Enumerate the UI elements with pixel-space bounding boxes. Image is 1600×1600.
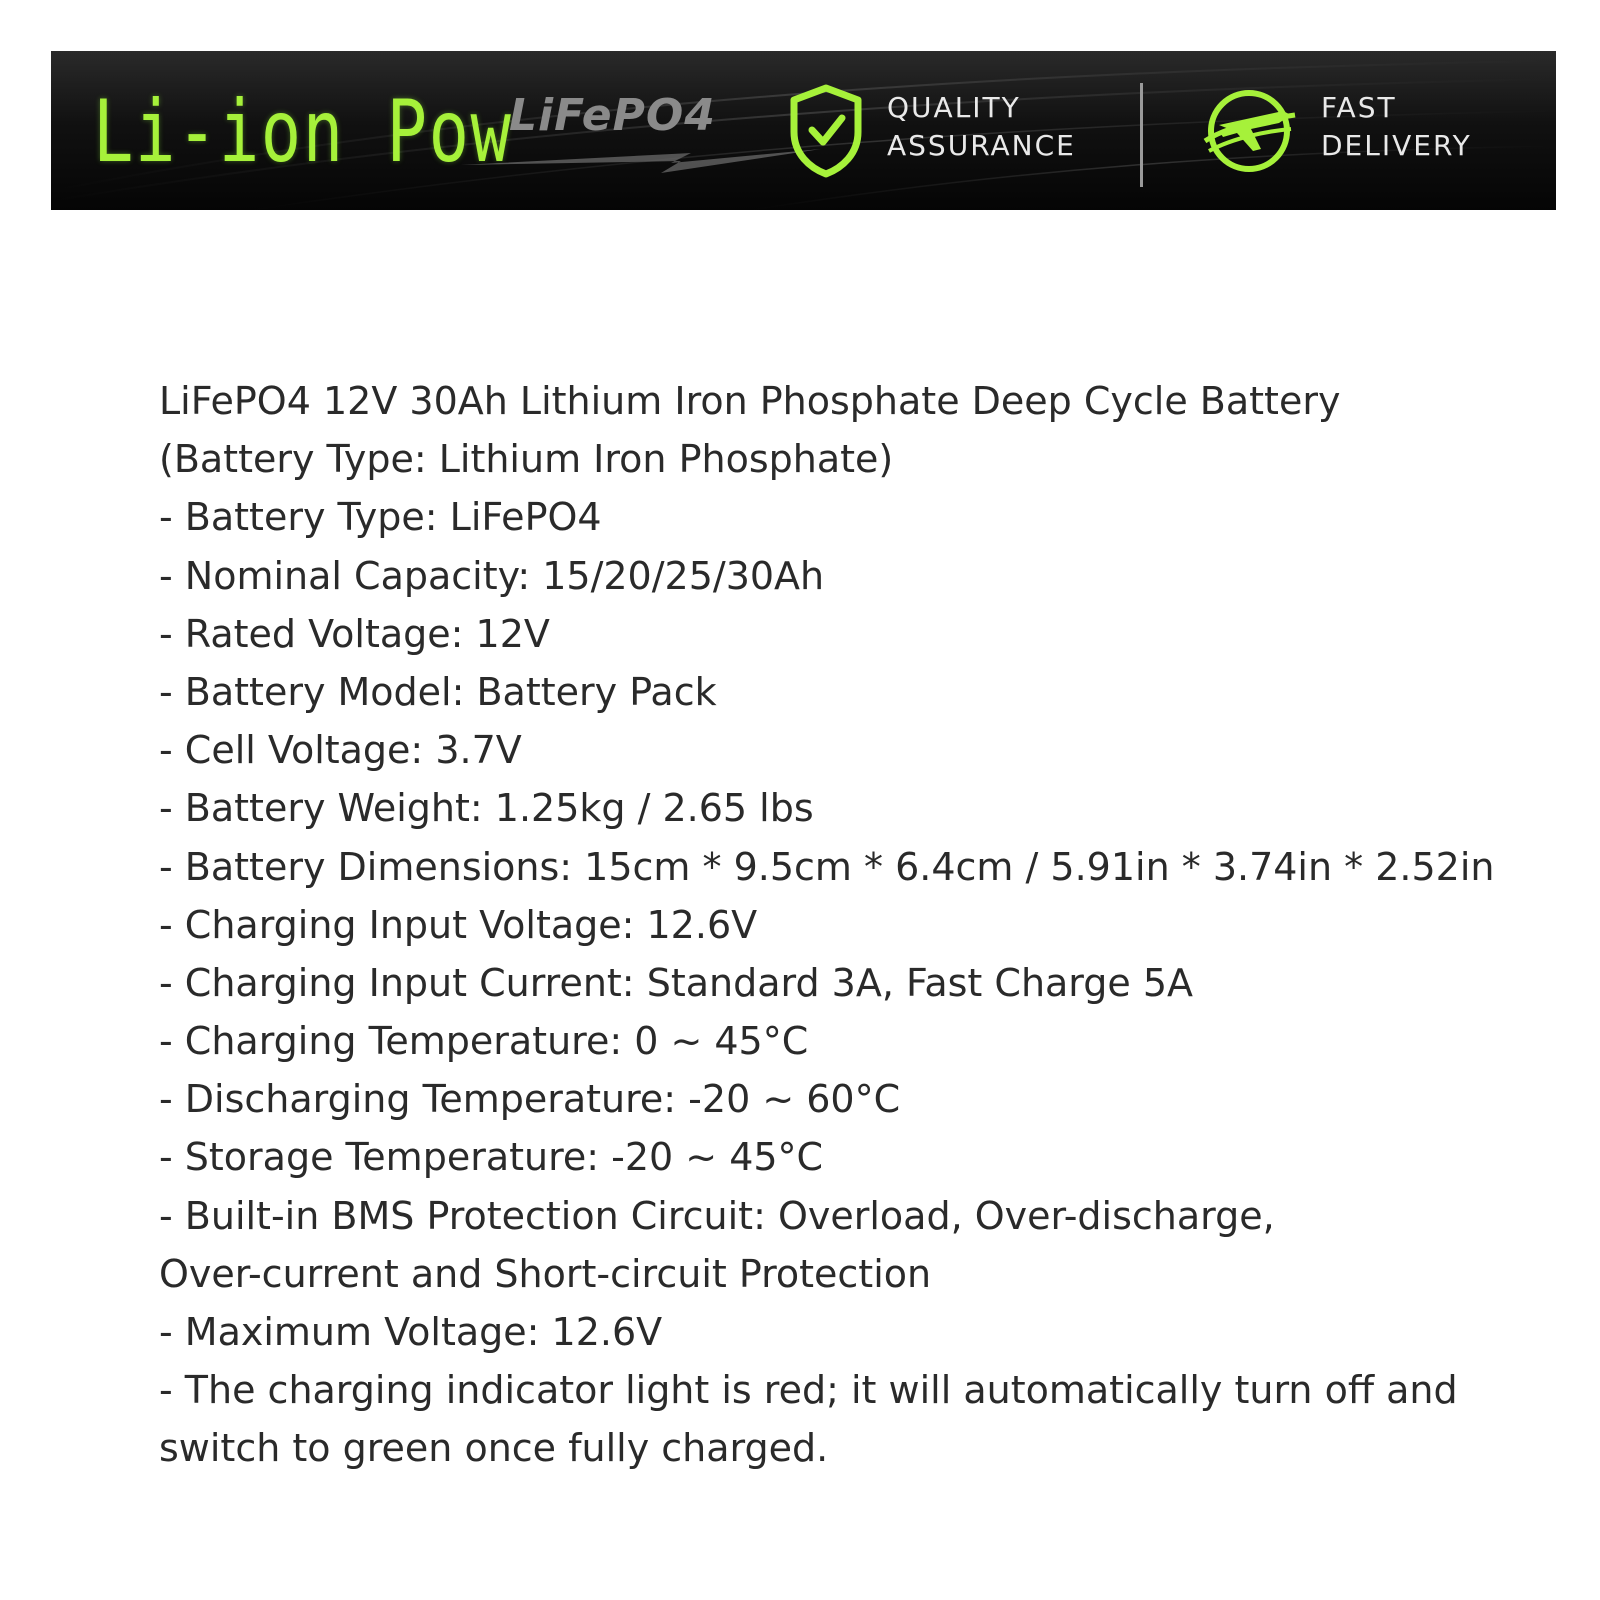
spec-line: - Charging Input Current: Standard 3A, Fast Charge 5A bbox=[159, 960, 1194, 1005]
banner-divider bbox=[1140, 83, 1143, 187]
spec-line: - Battery Type: LiFePO4 bbox=[159, 495, 602, 540]
spec-line: - Built-in BMS Protection Circuit: Overload, Over-discharge, bbox=[159, 1193, 1275, 1238]
spec-line: - Battery Model: Battery Pack bbox=[159, 669, 717, 714]
spec-line: - Battery Weight: 1.25kg / 2.65 lbs bbox=[159, 786, 814, 831]
spec-line: - Nominal Capacity: 15/20/25/30Ah bbox=[159, 553, 825, 598]
description-title: LiFePO4 12V 30Ah Lithium Iron Phosphate Deep Cycle Battery bbox=[159, 379, 1341, 423]
spec-line-continued: Over-current and Short-circuit Protection bbox=[159, 1251, 932, 1296]
description-subtitle: (Battery Type: Lithium Iron Phosphate) bbox=[159, 437, 894, 482]
product-description bbox=[159, 372, 1495, 1478]
chemistry-label: LiFePO4 bbox=[509, 90, 716, 141]
delivery-line-1: FAST bbox=[1321, 91, 1397, 124]
header-banner bbox=[51, 51, 1556, 210]
spec-line: - Cell Voltage: 3.7V bbox=[159, 728, 522, 773]
delivery-line-2: DELIVERY bbox=[1321, 129, 1472, 162]
spec-line: - Charging Temperature: 0 ~ 45°C bbox=[159, 1019, 809, 1064]
quality-line-2: ASSURANCE bbox=[887, 129, 1076, 162]
spec-line: - Storage Temperature: -20 ~ 45°C bbox=[159, 1135, 824, 1180]
brand-logo: Li-ion Pow bbox=[93, 82, 513, 182]
fast-delivery-label bbox=[1321, 89, 1472, 165]
lightning-swoosh-icon bbox=[461, 135, 821, 175]
quality-line-1: QUALITY bbox=[887, 91, 1021, 124]
spec-line: - The charging indicator light is red; it will automatically turn off and bbox=[159, 1368, 1458, 1413]
spec-line: - Discharging Temperature: -20 ~ 60°C bbox=[159, 1077, 901, 1122]
airplane-globe-icon bbox=[1199, 85, 1299, 175]
spec-line: - Rated Voltage: 12V bbox=[159, 611, 550, 656]
quality-assurance-label bbox=[887, 89, 1076, 165]
spec-line: - Battery Dimensions: 15cm * 9.5cm * 6.4cm / 5.91in * 3.74in * 2.52in bbox=[159, 844, 1495, 889]
shield-check-icon bbox=[788, 84, 864, 178]
spec-line: - Maximum Voltage: 12.6V bbox=[159, 1310, 663, 1354]
spec-line: - Charging Input Voltage: 12.6V bbox=[159, 902, 758, 947]
spec-line-continued: switch to green once fully charged. bbox=[159, 1426, 829, 1471]
